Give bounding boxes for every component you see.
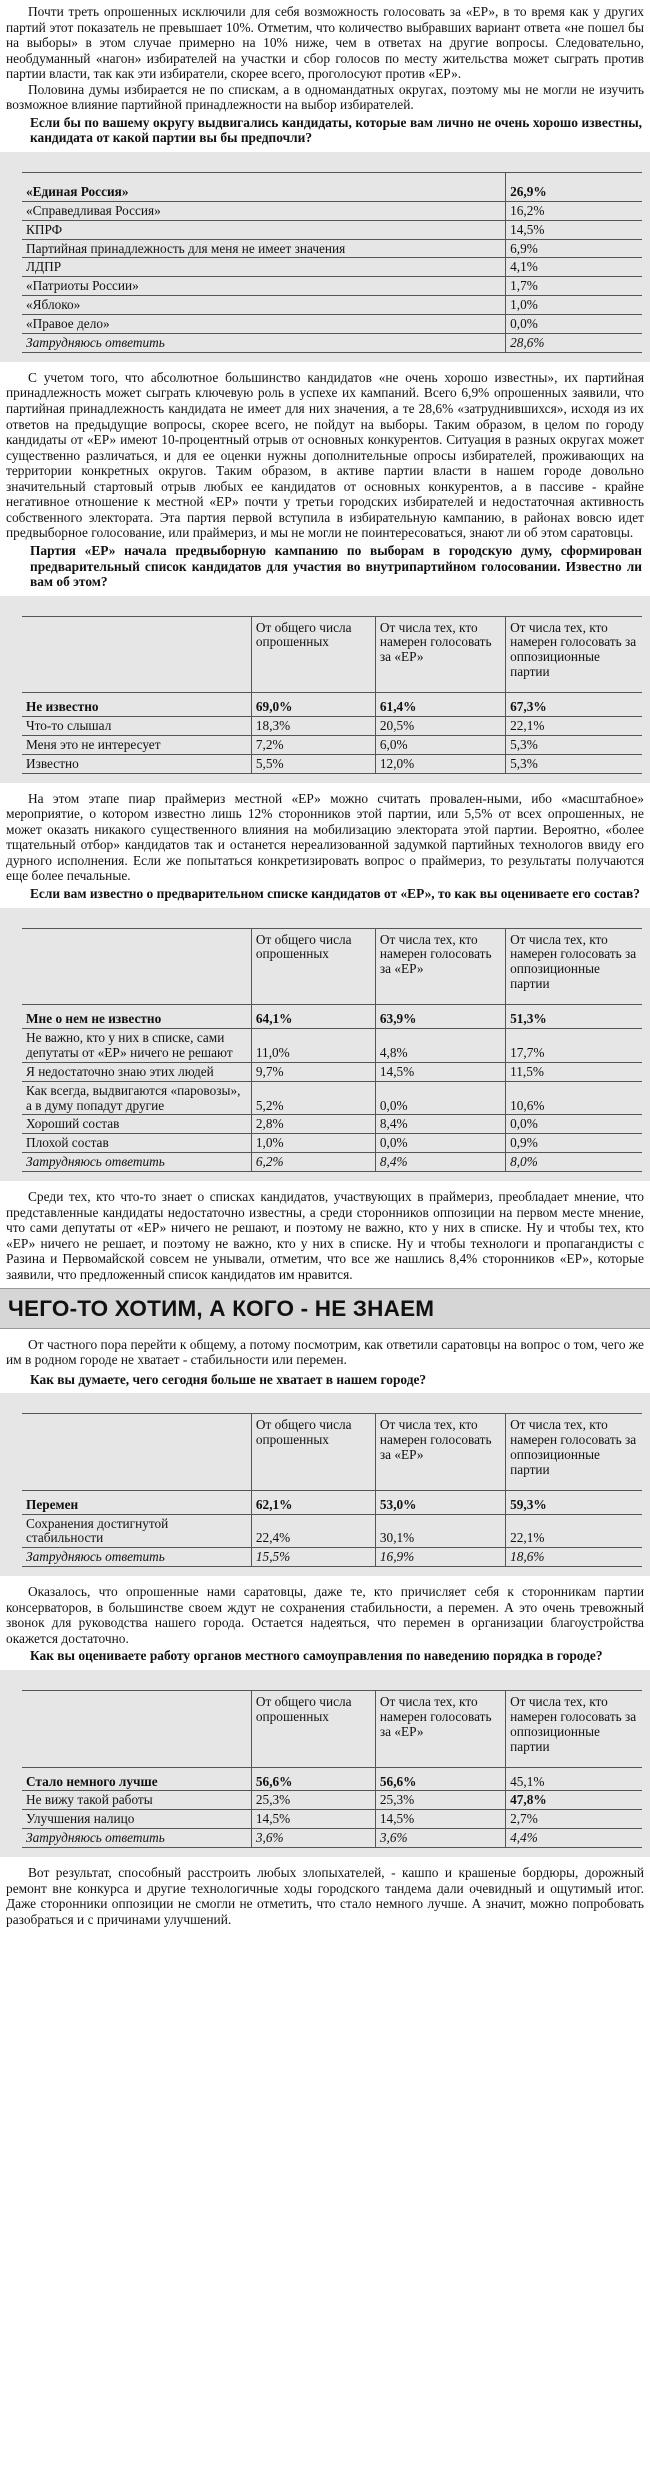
question-1: Если бы по вашему округу выдвигались кандидаты, которые вам лично не очень хорошо известны, кандидата от какой партии вы бы предпочли? xyxy=(30,114,642,146)
cell: 64,1% xyxy=(251,1005,375,1029)
cell: 4,8% xyxy=(375,1029,505,1063)
row-label: Что-то слышал xyxy=(22,717,251,736)
row-label: Не вижу такой работы xyxy=(22,1791,251,1810)
table-row xyxy=(22,1810,642,1829)
row-label: «Яблоко» xyxy=(22,296,506,315)
cell: 11,0% xyxy=(251,1029,375,1063)
question-4: Как вы думаете, чего сегодня больше не хватает в нашем городе? xyxy=(30,1371,427,1387)
table-row xyxy=(22,1767,642,1791)
row-label: Известно xyxy=(22,754,251,773)
intro-text xyxy=(6,4,644,113)
cell: 8,4% xyxy=(375,1115,505,1134)
table-row xyxy=(22,1514,642,1548)
paragraph: Оказалось, что опрошенные нами саратовцы, даже те, кто причисляет себя к сторонникам партии консерваторов, в большинстве своем ждут не сохранения стабильности, а перемен. А это очень тревожный звонок для руководства нашего города. Остается надеяться, что перемен в организации благоустройства окажется достаточно. xyxy=(6,1584,644,1646)
table-row xyxy=(22,735,642,754)
cell: 5,5% xyxy=(251,754,375,773)
cell: 2,8% xyxy=(251,1115,375,1134)
table-row xyxy=(22,693,642,717)
cell: 30,1% xyxy=(375,1514,505,1548)
table-row xyxy=(22,258,642,277)
table-header xyxy=(22,1414,642,1491)
cell: 62,1% xyxy=(251,1490,375,1514)
row-label: «Правое дело» xyxy=(22,315,506,334)
cell: 20,5% xyxy=(375,717,505,736)
table-row xyxy=(22,1548,642,1567)
cell: 25,3% xyxy=(251,1791,375,1810)
column-header: От числа тех, кто намерен голосовать за оппозиционные партии xyxy=(506,616,642,693)
column-header: От числа тех, кто намерен голосовать за оппозиционные партии xyxy=(506,1691,642,1768)
table-row xyxy=(22,1153,642,1172)
change-vs-stability-table xyxy=(22,1413,642,1567)
cell: 3,6% xyxy=(251,1829,375,1848)
row-value: 6,9% xyxy=(506,239,642,258)
row-value: 16,2% xyxy=(506,201,642,220)
table-row xyxy=(22,172,642,201)
row-value: 28,6% xyxy=(506,334,642,353)
cell: 0,0% xyxy=(375,1134,505,1153)
row-label: Партийная принадлежность для меня не имеет значения xyxy=(22,239,506,258)
row-label: Затрудняюсь ответить xyxy=(22,1548,251,1567)
question-2: Партия «ЕР» начала предвыборную кампанию по выборам в городскую думу, сформирован предварительный список кандидатов для участия во внутрипартийном голосовании. Известно ли вам об этом? xyxy=(30,542,642,590)
paragraph: От частного пора перейти к общему, а потому посмотрим, как ответили саратовцы на вопрос о том, чего же им в родном городе не хватает - стабильности или перемен. xyxy=(6,1336,644,1368)
cell: 7,2% xyxy=(251,735,375,754)
table-row xyxy=(22,277,642,296)
cell: 56,6% xyxy=(375,1767,505,1791)
row-label: «Справедливая Россия» xyxy=(22,201,506,220)
cell: 11,5% xyxy=(506,1062,642,1081)
cell: 22,1% xyxy=(506,717,642,736)
cell: 10,6% xyxy=(506,1081,642,1115)
cell: 1,0% xyxy=(251,1134,375,1153)
cell: 0,9% xyxy=(506,1134,642,1153)
table-row xyxy=(22,754,642,773)
text-block xyxy=(6,370,644,541)
table-row xyxy=(22,1005,642,1029)
cell: 4,4% xyxy=(506,1829,642,1848)
column-header: От числа тех, кто намерен голосовать за оппозиционные партии xyxy=(506,1414,642,1491)
column-header: От общего числа опрошенных xyxy=(251,1691,375,1768)
paragraph: Среди тех, кто что-то знает о списках кандидатов, участвующих в праймериз, преобладает мнение, что представленные кандидаты недостаточно известны, а среди сторонников оппозиции на первом месте мнение, что сами депутаты от «ЕР» ничего не решают, и поэтому не важно, кто у них в списке. Ну и чтобы тех, кто «ЕР» ничего не решает, и поэтому не важно, кто у них в списке. Ну и чтобы технологи и пропагандисты с Разина и Первомайской совсем не унывали, отметим, что все же нашлись 8,4% сторонников «ЕР», которые заявили, что предложенный список кандидатов им нравится. xyxy=(6,1189,644,1282)
table-row xyxy=(22,239,642,258)
cell: 22,1% xyxy=(506,1514,642,1548)
row-label: Плохой состав xyxy=(22,1134,251,1153)
column-header: От общего числа опрошенных xyxy=(251,928,375,1005)
cell: 5,3% xyxy=(506,754,642,773)
cell: 15,5% xyxy=(251,1548,375,1567)
cell: 47,8% xyxy=(506,1791,642,1810)
table-row xyxy=(22,1062,642,1081)
table-row xyxy=(22,717,642,736)
cell: 14,5% xyxy=(375,1062,505,1081)
table-row xyxy=(22,1115,642,1134)
row-label: Перемен xyxy=(22,1490,251,1514)
row-value: 14,5% xyxy=(506,220,642,239)
text-block xyxy=(6,791,644,884)
cell: 3,6% xyxy=(375,1829,505,1848)
table-header xyxy=(22,928,642,1005)
cell: 5,2% xyxy=(251,1081,375,1115)
table-row xyxy=(22,1134,642,1153)
row-label: Хороший состав xyxy=(22,1115,251,1134)
row-label: Не важно, кто у них в списке, сами депутаты от «ЕР» ничего не решают xyxy=(22,1029,251,1063)
section-heading: ЧЕГО-ТО ХОТИМ, А КОГО - НЕ ЗНАЕМ xyxy=(0,1288,650,1328)
column-header: От числа тех, кто намерен голосовать за «ЕР» xyxy=(375,928,505,1005)
table-5-box xyxy=(0,1670,650,1857)
cell: 69,0% xyxy=(251,693,375,717)
paragraph: На этом этапе пиар праймериз местной «ЕР» можно считать провален-ными, ибо «масштабное» мероприятие, о котором известно лишь 12% сторонников этой партии, или 5,5% от всех опрошенных, не может оказать никакого существенного влияния на мобилизацию электората этой партии. Вероятно, «более тщательный отбор» кандидатов так и останется нереализованной задумкой партийных технологов ввиду его дурного исполнения. Если же попытаться конкретизировать вопрос о праймериз, то результаты получаются еще более печальные. xyxy=(6,790,644,884)
cell: 53,0% xyxy=(375,1490,505,1514)
local-government-table xyxy=(22,1690,642,1848)
table-1-box xyxy=(0,152,650,362)
cell: 8,4% xyxy=(375,1153,505,1172)
table-header xyxy=(22,616,642,693)
row-value: 1,7% xyxy=(506,277,642,296)
cell: 6,0% xyxy=(375,735,505,754)
cell: 18,3% xyxy=(251,717,375,736)
paragraph: Половина думы избирается не по спискам, а в одномандатных округах, поэтому мы не могли не изучить возможное влияние партийной принадлежности на выбор избирателей. xyxy=(6,81,644,113)
cell: 18,6% xyxy=(506,1548,642,1567)
party-preference-table xyxy=(22,172,642,353)
paragraph: Вот результат, способный расстроить любых злопыхателей, - кашпо и крашеные бордюры, дорожный ремонт вне конкурса и другие технологичные ходы городского тандема дали очевидный и ощутимый итог. Даже сторонники оппозиции не смогли не отметить, что стало немного лучше. А значит, можно попробовать разобраться и с причинами улучшений. xyxy=(6,1865,644,1927)
cell: 12,0% xyxy=(375,754,505,773)
question-3: Если вам известно о предварительном списке кандидатов от «ЕР», то как вы оцениваете его состав? xyxy=(30,886,640,901)
row-label: КПРФ xyxy=(22,220,506,239)
table-3-box xyxy=(0,908,650,1182)
cell: 51,3% xyxy=(506,1005,642,1029)
column-header: От числа тех, кто намерен голосовать за оппозиционные партии xyxy=(506,928,642,1005)
cell: 61,4% xyxy=(375,693,505,717)
table-row xyxy=(22,1490,642,1514)
column-header: От числа тех, кто намерен голосовать за «ЕР» xyxy=(375,616,505,693)
cell: 17,7% xyxy=(506,1029,642,1063)
paragraph: Почти треть опрошенных исключили для себя возможность голосовать за «ЕР», в то время как у других партий этот показатель не превышает 10%. Отметим, что количество выбравших вариант ответа «не пошел бы на выборы» в этом случае примерно на 10% ниже, чем в ответах на другие вопросы. Следовательно, необдуманный «нагон» избирателей на участки и сбор голосов по месту жительства может сыграть против партии власти, так как эти избиратели, скорее всего, проголосуют против «ЕР». xyxy=(6,4,644,82)
column-header: От общего числа опрошенных xyxy=(251,1414,375,1491)
table-row xyxy=(22,1791,642,1810)
row-value: 1,0% xyxy=(506,296,642,315)
cell: 8,0% xyxy=(506,1153,642,1172)
cell: 16,9% xyxy=(375,1548,505,1567)
cell: 45,1% xyxy=(506,1767,642,1791)
row-label: Как всегда, выдвигаются «паровозы», а в думу попадут другие xyxy=(22,1081,251,1115)
row-label: ЛДПР xyxy=(22,258,506,277)
text-block xyxy=(6,1337,644,1368)
table-header xyxy=(22,1691,642,1768)
row-label: «Патриоты России» xyxy=(22,277,506,296)
table-row xyxy=(22,220,642,239)
column-header: От общего числа опрошенных xyxy=(251,616,375,693)
row-label: Мне о нем не известно xyxy=(22,1005,251,1029)
cell: 22,4% xyxy=(251,1514,375,1548)
row-label: Не известно xyxy=(22,693,251,717)
row-label: Стало немного лучше xyxy=(22,1767,251,1791)
row-label: Меня это не интересует xyxy=(22,735,251,754)
row-value: 0,0% xyxy=(506,315,642,334)
row-label: Я недостаточно знаю этих людей xyxy=(22,1062,251,1081)
row-label: Затрудняюсь ответить xyxy=(22,334,506,353)
row-label: Улучшения налицо xyxy=(22,1810,251,1829)
cell: 9,7% xyxy=(251,1062,375,1081)
cell: 2,7% xyxy=(506,1810,642,1829)
candidate-list-table xyxy=(22,928,642,1173)
column-header: От числа тех, кто намерен голосовать за «ЕР» xyxy=(375,1414,505,1491)
table-4-box xyxy=(0,1393,650,1576)
row-label: Сохранения достигнутой стабильности xyxy=(22,1514,251,1548)
table-2-box xyxy=(0,596,650,783)
text-block xyxy=(6,1584,644,1646)
table-row xyxy=(22,296,642,315)
table-row xyxy=(22,1029,642,1063)
text-block xyxy=(6,1865,644,1927)
row-label: Затрудняюсь ответить xyxy=(22,1153,251,1172)
cell: 59,3% xyxy=(506,1490,642,1514)
table-row xyxy=(22,1829,642,1848)
paragraph: С учетом того, что абсолютное большинство кандидатов «не очень хорошо известны», их партийная принадлежность может сыграть ключевую роль в успехе их кампаний. Всего 6,9% опрошенных заявили, что партийная принадлежность кандидата не имеет для них значения, а те 28,6% «затруднившихся», исходя из их ответов на предыдущие вопросы, скорее всего, не пойдут на выборы. Таким образом, в целом по городу кандидаты от «ЕР» имеют 10-процентный отрыв от основных конкурентов. Ситуация в разных округах может существенно различаться, и для ее оценки нужны дополнительные опросы избирателей, проживающих на территории конкретных округов. Таким образом, в активе партии власти в нашем городе довольно значительный стартовый отрыв любых ее кандидатов от основных конкурентов, а в пассиве - крайне негативное отношение к местной «ЕР» почти у третьи городских избирателей и недостаточная активность собственного электората. Эта партия первой вступила в избирательную кампанию, в районах вовсю идет предвыборное голосование, или праймериз, и мы не могли не поинтересоваться, знают ли об этом саратовцы. xyxy=(6,369,644,541)
cell: 56,6% xyxy=(251,1767,375,1791)
table-row xyxy=(22,201,642,220)
column-header: От числа тех, кто намерен голосовать за «ЕР» xyxy=(375,1691,505,1768)
table-row xyxy=(22,315,642,334)
row-value: 26,9% xyxy=(506,172,642,201)
cell: 25,3% xyxy=(375,1791,505,1810)
cell: 67,3% xyxy=(506,693,642,717)
table-row xyxy=(22,1081,642,1115)
cell: 5,3% xyxy=(506,735,642,754)
cell: 0,0% xyxy=(375,1081,505,1115)
cell: 14,5% xyxy=(251,1810,375,1829)
cell: 63,9% xyxy=(375,1005,505,1029)
primaries-awareness-table xyxy=(22,616,642,774)
table-row xyxy=(22,334,642,353)
question-5: Как вы оцениваете работу органов местного самоуправления по наведению порядка в городе? xyxy=(30,1648,603,1664)
row-label: «Единая Россия» xyxy=(22,172,506,201)
cell: 0,0% xyxy=(506,1115,642,1134)
row-value: 4,1% xyxy=(506,258,642,277)
cell: 14,5% xyxy=(375,1810,505,1829)
row-label: Затрудняюсь ответить xyxy=(22,1829,251,1848)
cell: 6,2% xyxy=(251,1153,375,1172)
text-block xyxy=(6,1189,644,1282)
